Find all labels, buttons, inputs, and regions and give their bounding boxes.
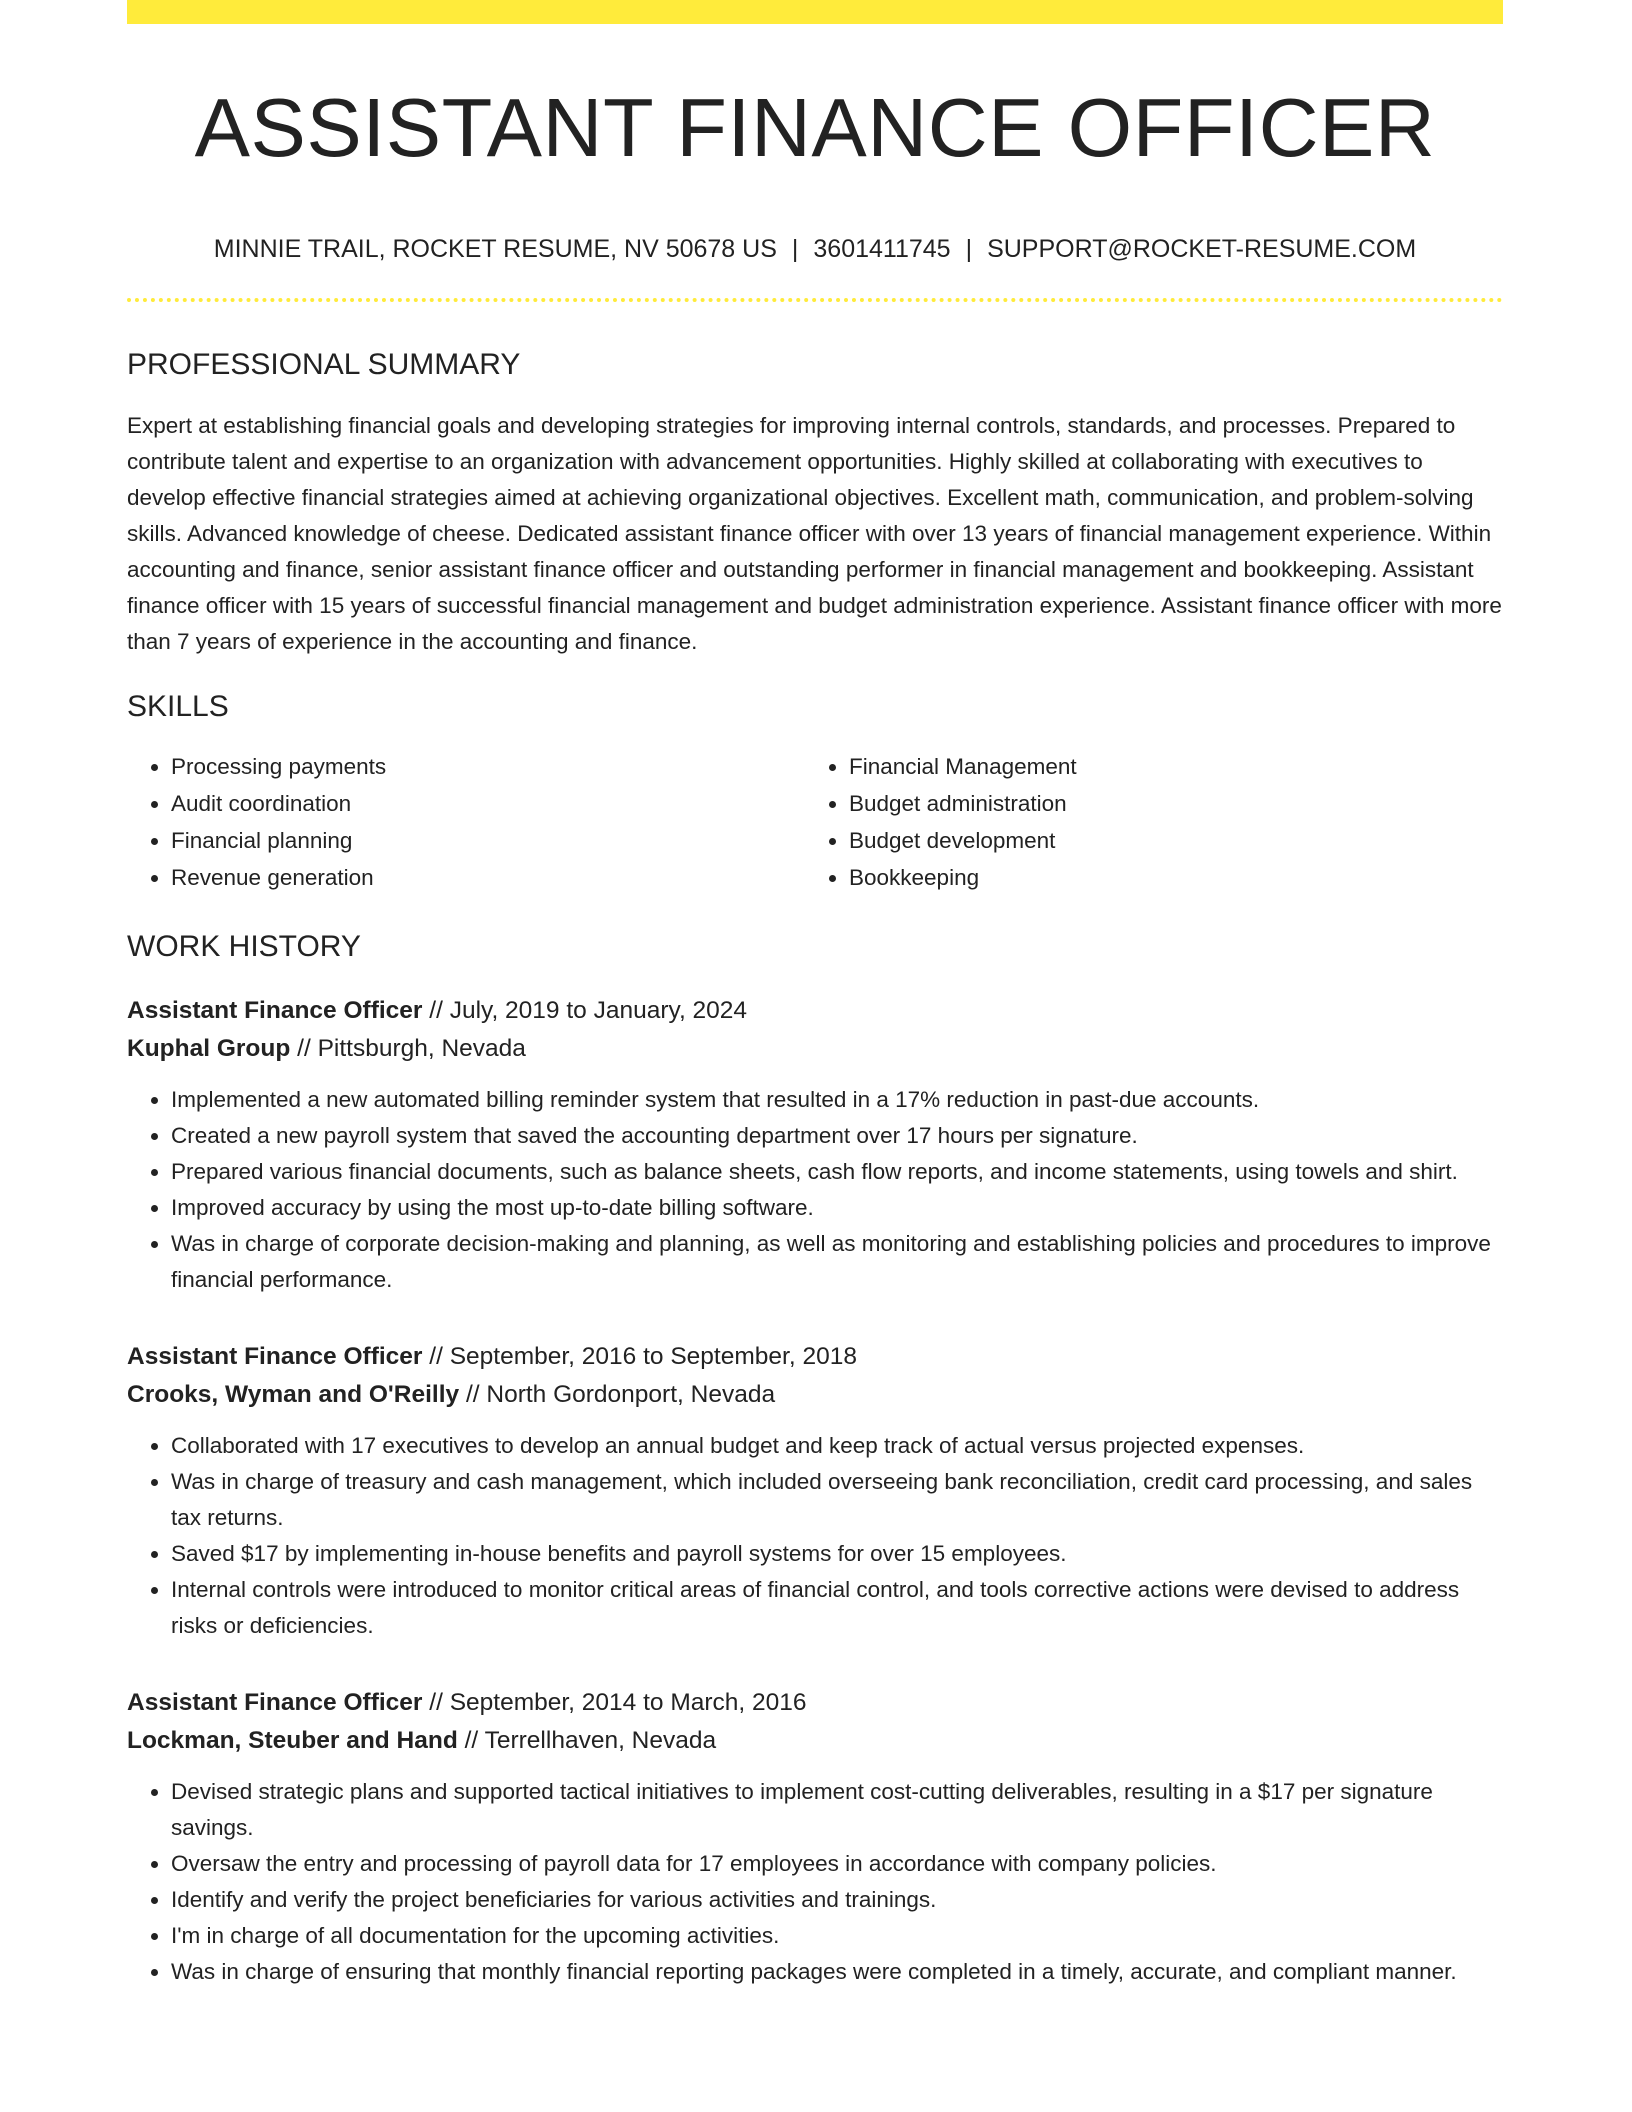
job-bullet: • Was in charge of corporate decision-making and planning, as well as monitoring and establishing policies and procedures to improve financial performance.: [171, 1226, 1503, 1298]
job-company-line: [127, 1722, 1503, 1760]
job-bullet: • Was in charge of ensuring that monthly financial reporting packages were completed in a timely, accurate, and compliant manner.: [171, 1954, 1503, 1990]
skills-column-left: [127, 748, 805, 896]
skill-item: • Revenue generation: [171, 859, 805, 896]
job-bullet: • Prepared various financial documents, such as balance sheets, cash flow reports, and income statements, using towels and shirt.: [171, 1154, 1503, 1190]
job-bullet: • Identify and verify the project beneficiaries for various activities and trainings.: [171, 1882, 1503, 1918]
job-role-line: [127, 992, 1503, 1030]
job-role-line: [127, 1684, 1503, 1722]
contact-separator: |: [965, 235, 973, 263]
job-location: North Gordonport, Nevada: [486, 1381, 776, 1408]
summary-heading: PROFESSIONAL SUMMARY: [127, 348, 521, 381]
job-entry: [127, 1338, 1503, 1644]
job-company: Crooks, Wyman and O'Reilly: [127, 1381, 460, 1408]
job-role: Assistant Finance Officer: [127, 997, 423, 1024]
contact-phone: 3601411745: [813, 235, 951, 263]
job-entry: [127, 1684, 1503, 1990]
job-company-line: [127, 1376, 1503, 1414]
skill-item: • Financial planning: [171, 822, 805, 859]
job-role: Assistant Finance Officer: [127, 1689, 423, 1716]
job-location: Terrellhaven, Nevada: [484, 1727, 717, 1754]
job-company-line: [127, 1030, 1503, 1068]
resume-page: [127, 0, 1503, 1990]
job-bullet: • Oversaw the entry and processing of payroll data for 17 employees in accordance with company policies.: [171, 1846, 1503, 1882]
job-role-line: [127, 1338, 1503, 1376]
job-bullets: [127, 1082, 1503, 1298]
job-divider: //: [422, 1343, 450, 1370]
job-divider: //: [459, 1381, 487, 1408]
job-dates: July, 2019 to January, 2024: [449, 997, 748, 1024]
job-bullet: • Created a new payroll system that saved the accounting department over 17 hours per signature.: [171, 1118, 1503, 1154]
skill-item: • Budget administration: [849, 785, 1483, 822]
job-bullet: • Internal controls were introduced to monitor critical areas of financial control, and tools corrective actions were devised to address risks or deficiencies.: [171, 1572, 1503, 1644]
job-bullets: [127, 1774, 1503, 1990]
job-bullets: [127, 1428, 1503, 1644]
job-bullet: • Was in charge of treasury and cash management, which included overseeing bank reconciliation, credit card processing, and sales tax returns.: [171, 1464, 1503, 1536]
top-accent-bar: [127, 0, 1503, 24]
job-company: Lockman, Steuber and Hand: [127, 1727, 458, 1754]
job-divider: //: [457, 1727, 485, 1754]
skill-item: • Audit coordination: [171, 785, 805, 822]
job-dates: September, 2016 to September, 2018: [449, 1343, 857, 1370]
contact-address: MINNIE TRAIL, ROCKET RESUME, NV 50678 US: [213, 235, 777, 263]
skills-column-right: [805, 748, 1483, 896]
contact-line: [127, 237, 1503, 262]
work-history-heading: WORK HISTORY: [127, 930, 361, 963]
job-divider: //: [422, 997, 450, 1024]
job-bullet: • Implemented a new automated billing reminder system that resulted in a 17% reduction in past-due accounts.: [171, 1082, 1503, 1118]
resume-title: ASSISTANT FINANCE OFFICER: [194, 81, 1436, 174]
job-entry: [127, 992, 1503, 1298]
job-bullet: • Devised strategic plans and supported tactical initiatives to implement cost-cutting deliverables, resulting in a $17 per signature savings.: [171, 1774, 1503, 1846]
contact-email[interactable]: SUPPORT@ROCKET-RESUME.COM: [987, 235, 1417, 263]
skills-list: [127, 748, 1503, 896]
skill-item: • Budget development: [849, 822, 1483, 859]
dotted-divider: [127, 298, 1503, 302]
job-divider: //: [422, 1689, 450, 1716]
job-bullet: • Collaborated with 17 executives to develop an annual budget and keep track of actual versus projected expenses.: [171, 1428, 1503, 1464]
contact-separator: |: [791, 235, 799, 263]
skill-item: • Financial Management: [849, 748, 1483, 785]
job-dates: September, 2014 to March, 2016: [449, 1689, 807, 1716]
job-location: Pittsburgh, Nevada: [317, 1035, 526, 1062]
job-bullet: • Saved $17 by implementing in-house benefits and payroll systems for over 15 employees.: [171, 1536, 1503, 1572]
job-bullet: • I'm in charge of all documentation for the upcoming activities.: [171, 1918, 1503, 1954]
job-role: Assistant Finance Officer: [127, 1343, 423, 1370]
skill-item: • Bookkeeping: [849, 859, 1483, 896]
skills-heading: SKILLS: [127, 690, 229, 723]
job-company: Kuphal Group: [127, 1035, 291, 1062]
job-divider: //: [290, 1035, 318, 1062]
job-bullet: • Improved accuracy by using the most up-to-date billing software.: [171, 1190, 1503, 1226]
skill-item: • Processing payments: [171, 748, 805, 785]
summary-text: Expert at establishing financial goals and developing strategies for improving internal controls, standards, and processes. Prepared to contribute talent and expertise to an organization with advancement opportunities. Highly skilled at collaborating with executives to develop effective financial strategies aimed at achieving organizational objectives. Excellent math, communication, and problem-solving skills. Advanced knowledge of cheese. Dedicated assistant finance officer with over 13 years of financial management experience. Within accounting and finance, senior assistant finance officer and outstanding performer in financial management and bookkeeping. Assistant finance officer with 15 years of successful financial management and budget administration experience. Assistant finance officer with more than 7 years of experience in the accounting and finance.: [127, 413, 1502, 654]
